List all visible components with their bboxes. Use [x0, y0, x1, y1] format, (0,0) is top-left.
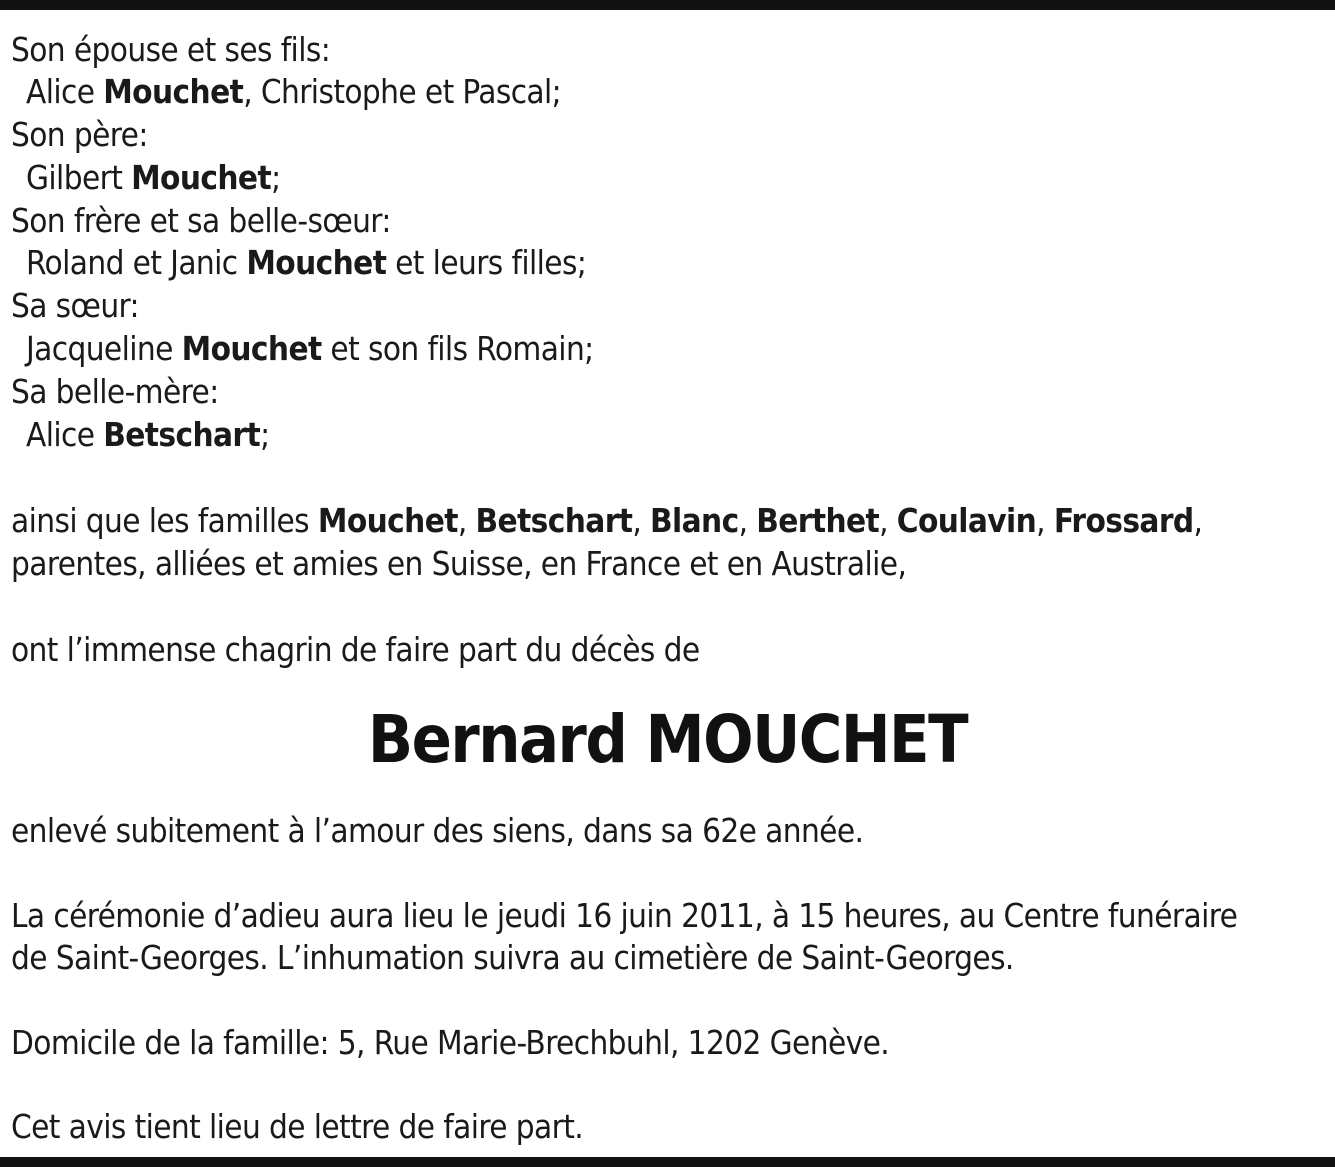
- family-members-brother: [26, 243, 586, 283]
- family-members-mother-in-law: [26, 415, 270, 455]
- member-surname: Betschart: [103, 415, 261, 454]
- family-members-sister: [26, 329, 594, 369]
- domicile-line: Domicile de la famille: 5, Rue Marie-Brechbuhl, 1202 Genève.: [11, 1023, 890, 1062]
- member-text: Gilbert: [26, 158, 132, 197]
- family-label-father: Son père:: [11, 115, 148, 154]
- family-label-wife-sons: Son épouse et ses fils:: [11, 30, 331, 69]
- member-text: , Christophe et Pascal;: [243, 72, 562, 111]
- member-surname: Mouchet: [181, 329, 322, 368]
- separator: ,: [1036, 501, 1054, 540]
- closing-line: Cet avis tient lieu de lettre de faire part.: [11, 1107, 584, 1146]
- member-text: et leurs filles;: [386, 243, 587, 282]
- family-name: Frossard: [1053, 501, 1194, 540]
- announcement-line: ont l’immense chagrin de faire part du décès de: [11, 630, 700, 669]
- family-name: Blanc: [650, 501, 739, 540]
- member-text: Alice: [26, 415, 104, 454]
- family-name: Coulavin: [896, 501, 1037, 540]
- member-text: ;: [260, 415, 270, 454]
- bottom-border-rule: [0, 1157, 1335, 1167]
- family-name: Mouchet: [317, 501, 458, 540]
- family-label-mother-in-law: Sa belle-mère:: [11, 372, 219, 411]
- separator: ,: [738, 501, 757, 540]
- member-surname: Mouchet: [103, 72, 244, 111]
- family-label-brother: Son frère et sa belle-sœur:: [11, 201, 391, 240]
- separator: ,: [457, 501, 476, 540]
- separator: ,: [879, 501, 897, 540]
- families-suffix: ,: [1193, 501, 1203, 540]
- families-prefix: ainsi que les familles: [11, 501, 318, 540]
- family-label-sister: Sa sœur:: [11, 286, 139, 325]
- member-text: Jacqueline: [26, 329, 182, 368]
- member-text: Alice: [26, 72, 104, 111]
- member-text: Roland et Janic: [26, 243, 247, 282]
- family-members-father: [26, 158, 280, 198]
- separator: ,: [632, 501, 651, 540]
- member-surname: Mouchet: [246, 243, 387, 282]
- family-name: Berthet: [756, 501, 880, 540]
- member-text: et son fils Romain;: [321, 329, 594, 368]
- ceremony-line-1: La cérémonie d’adieu aura lieu le jeudi 16 juin 2011, à 15 heures, au Centre funéraire: [11, 896, 1238, 935]
- member-surname: Mouchet: [131, 158, 272, 197]
- top-border-rule: [0, 0, 1335, 10]
- deceased-name: Bernard MOUCHET: [367, 701, 968, 778]
- ceremony-line-2: de Saint-Georges. L’inhumation suivra au cimetière de Saint-Georges.: [11, 938, 1014, 977]
- family-name: Betschart: [475, 501, 633, 540]
- families-line: [11, 501, 1202, 541]
- family-members-wife-sons: [26, 72, 561, 112]
- death-note: enlevé subitement à l’amour des siens, dans sa 62e année.: [11, 811, 864, 850]
- member-text: ;: [271, 158, 281, 197]
- relatives-line: parentes, alliées et amies en Suisse, en France et en Australie,: [11, 544, 907, 583]
